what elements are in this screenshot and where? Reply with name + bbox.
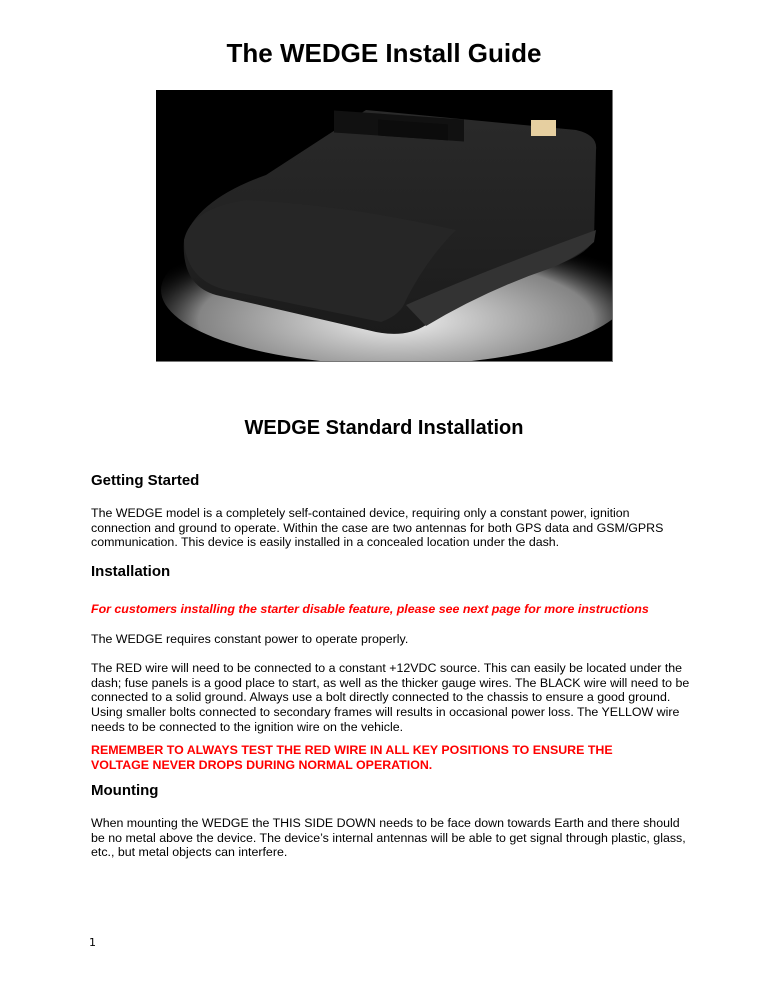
device-photo — [156, 90, 613, 362]
paragraph-mounting: When mounting the WEDGE the THIS SIDE DOWN needs to be face down towards Earth and there should be no metal above the device. The device’s internal antennas will be able to get signal through plastic, glass, etc., but metal objects can interfere. — [91, 816, 686, 860]
document-title: The WEDGE Install Guide — [226, 38, 542, 68]
starter-disable-notice: For customers installing the starter disable feature, please see next page for more instructions — [91, 602, 649, 616]
heading-mounting: Mounting — [91, 782, 159, 799]
heading-getting-started: Getting Started — [91, 472, 200, 489]
paragraph-getting-started: The WEDGE model is a completely self-contained device, requiring only a constant power, ignition connection and ground to operate. Within the case are two antennas for both GPS data and GSM/GPRS communication. This device is easily installed in a concealed location under the dash. — [91, 506, 664, 550]
wedge-device-icon — [156, 90, 612, 361]
heading-installation: Installation — [91, 563, 171, 580]
paragraph-power: The WEDGE requires constant power to operate properly. — [91, 632, 409, 646]
red-wire-warning: REMEMBER TO ALWAYS TEST THE RED WIRE IN ALL KEY POSITIONS TO ENSURE THE VOLTAGE NEVER DROPS DURING NORMAL OPERATION. — [91, 743, 613, 772]
section-title: WEDGE Standard Installation — [244, 417, 524, 439]
paragraph-wiring: The RED wire will need to be connected to a constant +12VDC source. This can easily be located under the dash; fuse panels is a good place to start, as well as the thicker gauge wires. The BLACK wire will need to be connected to a solid ground. Always use a bolt directly connected to the chassis to ensure a good ground. Using smaller bolts connected to secondary frames will results in occasional power loss. The YELLOW wire needs to be connected to the ignition wire on the vehicle. — [91, 661, 690, 734]
page-number: 1 — [89, 936, 96, 949]
